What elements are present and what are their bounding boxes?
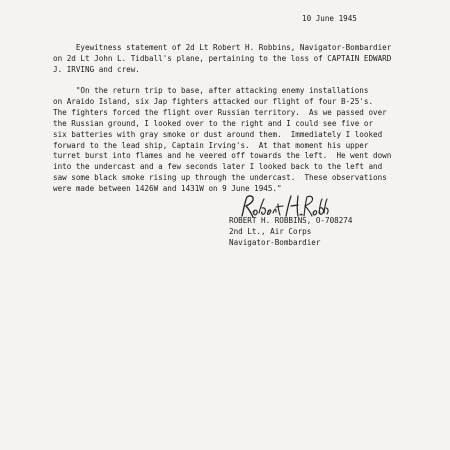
statement-line: forward to the lead ship, Captain Irving's. At that moment his upper	[53, 140, 369, 150]
statement-line: saw some black smoke rising up through the undercast. These observations	[53, 173, 387, 183]
signature-block	[229, 216, 352, 249]
signatory-rank: 2nd Lt., Air Corps	[229, 226, 312, 236]
statement-line: six batteries with gray smoke or dust around them. Immediately I looked	[53, 129, 383, 139]
document-date: 10 June 1945	[302, 14, 357, 23]
statement-paragraph	[53, 86, 433, 195]
statement-line: the Russian ground, I looked over to the right and I could see five or	[53, 118, 374, 128]
intro-line: on 2d Lt John L. Tidball's plane, pertaining to the loss of CAPTAIN EDWARD	[53, 53, 392, 63]
statement-line: turret burst into flames and he veered off towards the left. He went down	[53, 151, 392, 161]
statement-line: into the undercast and a few seconds later I looked back to the left and	[53, 162, 383, 172]
intro-line: J. IRVING and crew.	[53, 64, 140, 74]
intro-paragraph	[53, 43, 433, 76]
signatory-role: Navigator-Bombardier	[229, 237, 321, 247]
signatory-name: ROBERT H. ROBBINS, O-708274	[229, 216, 353, 225]
statement-line: on Araido Island, six Jap fighters attacked our flight of four B-25's.	[53, 96, 374, 106]
statement-line: "On the return trip to base, after attacking enemy installations	[53, 86, 369, 95]
statement-line: The fighters forced the flight over Russian territory. As we passed over	[53, 107, 387, 117]
statement-line: were made between 1426W and 1431W on 9 June 1945."	[53, 184, 282, 194]
intro-line: Eyewitness statement of 2d Lt Robert H. Robbins, Navigator-Bombardier	[53, 43, 392, 52]
